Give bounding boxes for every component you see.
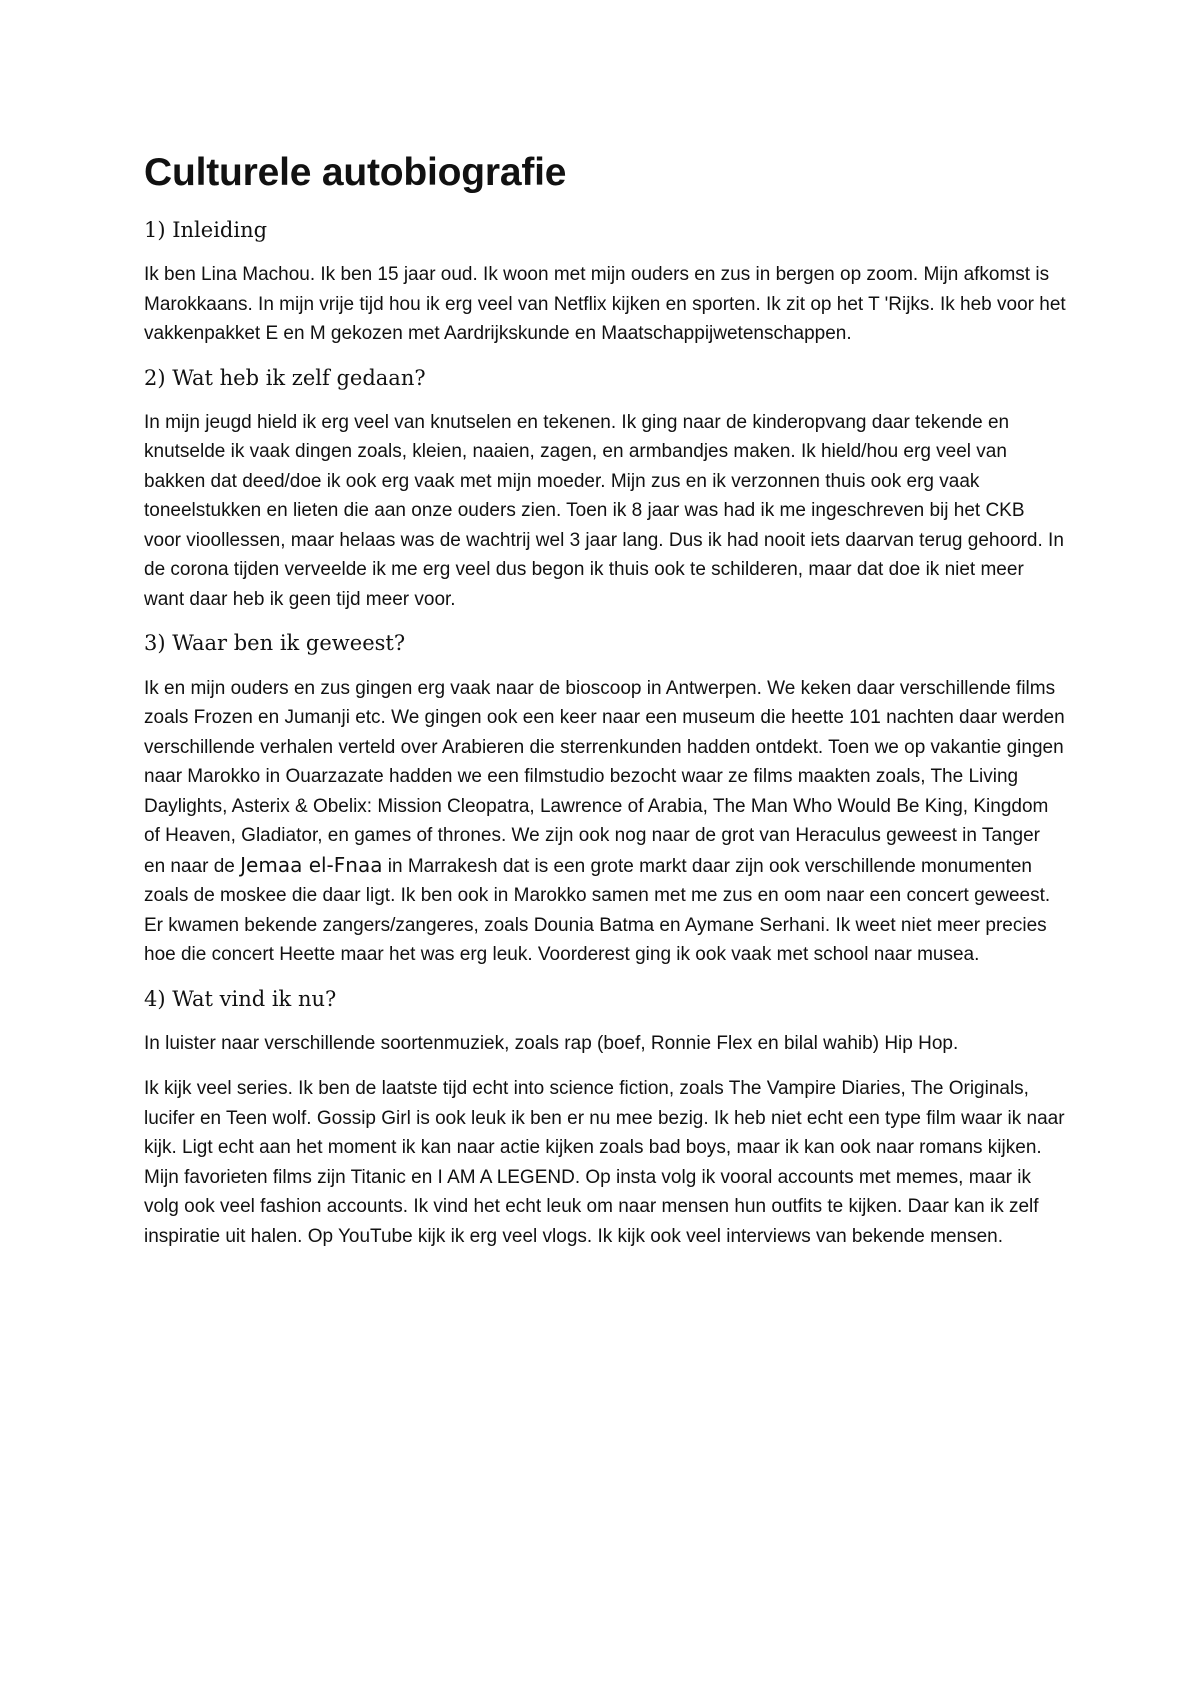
section-heading-inleiding: 1) Inleiding (144, 217, 268, 242)
paragraph-geweest-jemaa-el-fnaa: Jemaa el-Fnaa (240, 852, 383, 877)
paragraph-geweest-part-2: in Marrakesh dat is een grote markt daar zijn ook verschillende monumenten zoals de moskee die daar ligt. Ik ben ook in Marokko samen met me zus en oom naar een concert geweest. Er kwamen bekende zangers/zangeres, zoals Dounia Batma en Aymane Serhani. Ik weet niet meer precies hoe die concert Heette maar het was erg leuk. Voorderest ging ik ook vaak met school naar musea. (144, 855, 1051, 966)
section-heading-geweest: 3) Waar ben ik geweest? (144, 631, 406, 656)
document-title: Culturele autobiografie (144, 151, 567, 194)
section-heading-vind-ik-nu: 4) Wat vind ik nu? (144, 986, 337, 1011)
section-heading-zelf-gedaan: 2) Wat heb ik zelf gedaan? (144, 365, 426, 390)
paragraph-geweest (144, 674, 1066, 970)
paragraph-muziek: In luister naar verschillende soortenmuziek, zoals rap (boef, Ronnie Flex en bilal wahib) Hip Hop. (144, 1032, 959, 1054)
paragraph-zelf-gedaan: In mijn jeugd hield ik erg veel van knutselen en tekenen. Ik ging naar de kinderopvang daar tekende en knutselde ik vaak dingen zoals, kleien, naaien, zagen, en armbandjes maken. Ik hield/hou erg veel van bakken dat deed/doe ik ook erg vaak met mijn moeder. Mijn zus en ik verzonnen thuis ook erg vaak toneelstukken en lieten die aan onze ouders zien. Toen ik 8 jaar was had ik me ingeschreven bij het CKB voor vioollessen, maar helaas was de wachtrij wel 3 jaar lang. Dus ik had nooit iets daarvan terug gehoord. In de corona tijden verveelde ik me erg veel dus begon ik thuis ook te schilderen, maar dat doe ik niet meer want daar heb ik geen tijd meer voor. (144, 411, 1064, 610)
paragraph-inleiding: Ik ben Lina Machou. Ik ben 15 jaar oud. Ik woon met mijn ouders en zus in bergen op zoom. Mijn afkomst is Marokkaans. In mijn vrije tijd hou ik erg veel van Netflix kijken en sporten. Ik zit op het T 'Rijks. Ik heb voor het vakkenpakket E en M gekozen met Aardrijkskunde en Maatschappijwetenschappen. (144, 264, 1066, 345)
paragraph-geweest-part-1: Ik en mijn ouders en zus gingen erg vaak naar de bioscoop in Antwerpen. We keken daar verschillende films zoals Frozen en Jumanji etc. We gingen ook een keer naar een museum die heette 101 nachten daar werden verschillende verhalen verteld over Arabieren die sterrenkunden hadden ontdekt. Toen we op vakantie gingen naar Marokko in Ouarzazate hadden we een filmstudio bezocht waar ze films maakten zoals, The Living Daylights, Asterix & Obelix: Mission Cleopatra, Lawrence of Arabia, The Man Who Would Be King, Kingdom of Heaven, Gladiator, en games of thrones. We zijn ook nog naar de grot van Heraculus geweest in Tanger en naar de (144, 677, 1065, 877)
document-page (144, 150, 1066, 1267)
paragraph-series: Ik kijk veel series. Ik ben de laatste tijd echt into science fiction, zoals The Vampire Diaries, The Originals, lucifer en Teen wolf. Gossip Girl is ook leuk ik ben er nu mee bezig. Ik heb niet echt een type film waar ik naar kijk. Ligt echt aan het moment ik kan naar actie kijken zoals bad boys, maar ik kan ook naar romans kijken. Mijn favorieten films zijn Titanic en I AM A LEGEND. Op insta volg ik vooral accounts met memes, maar ik volg ook veel fashion accounts. Ik vind het echt leuk om naar mensen hun outfits te kijken. Daar kan ik zelf inspiratie uit halen. Op YouTube kijk ik erg veel vlogs. Ik kijk ook veel interviews van bekende mensen. (144, 1078, 1065, 1247)
